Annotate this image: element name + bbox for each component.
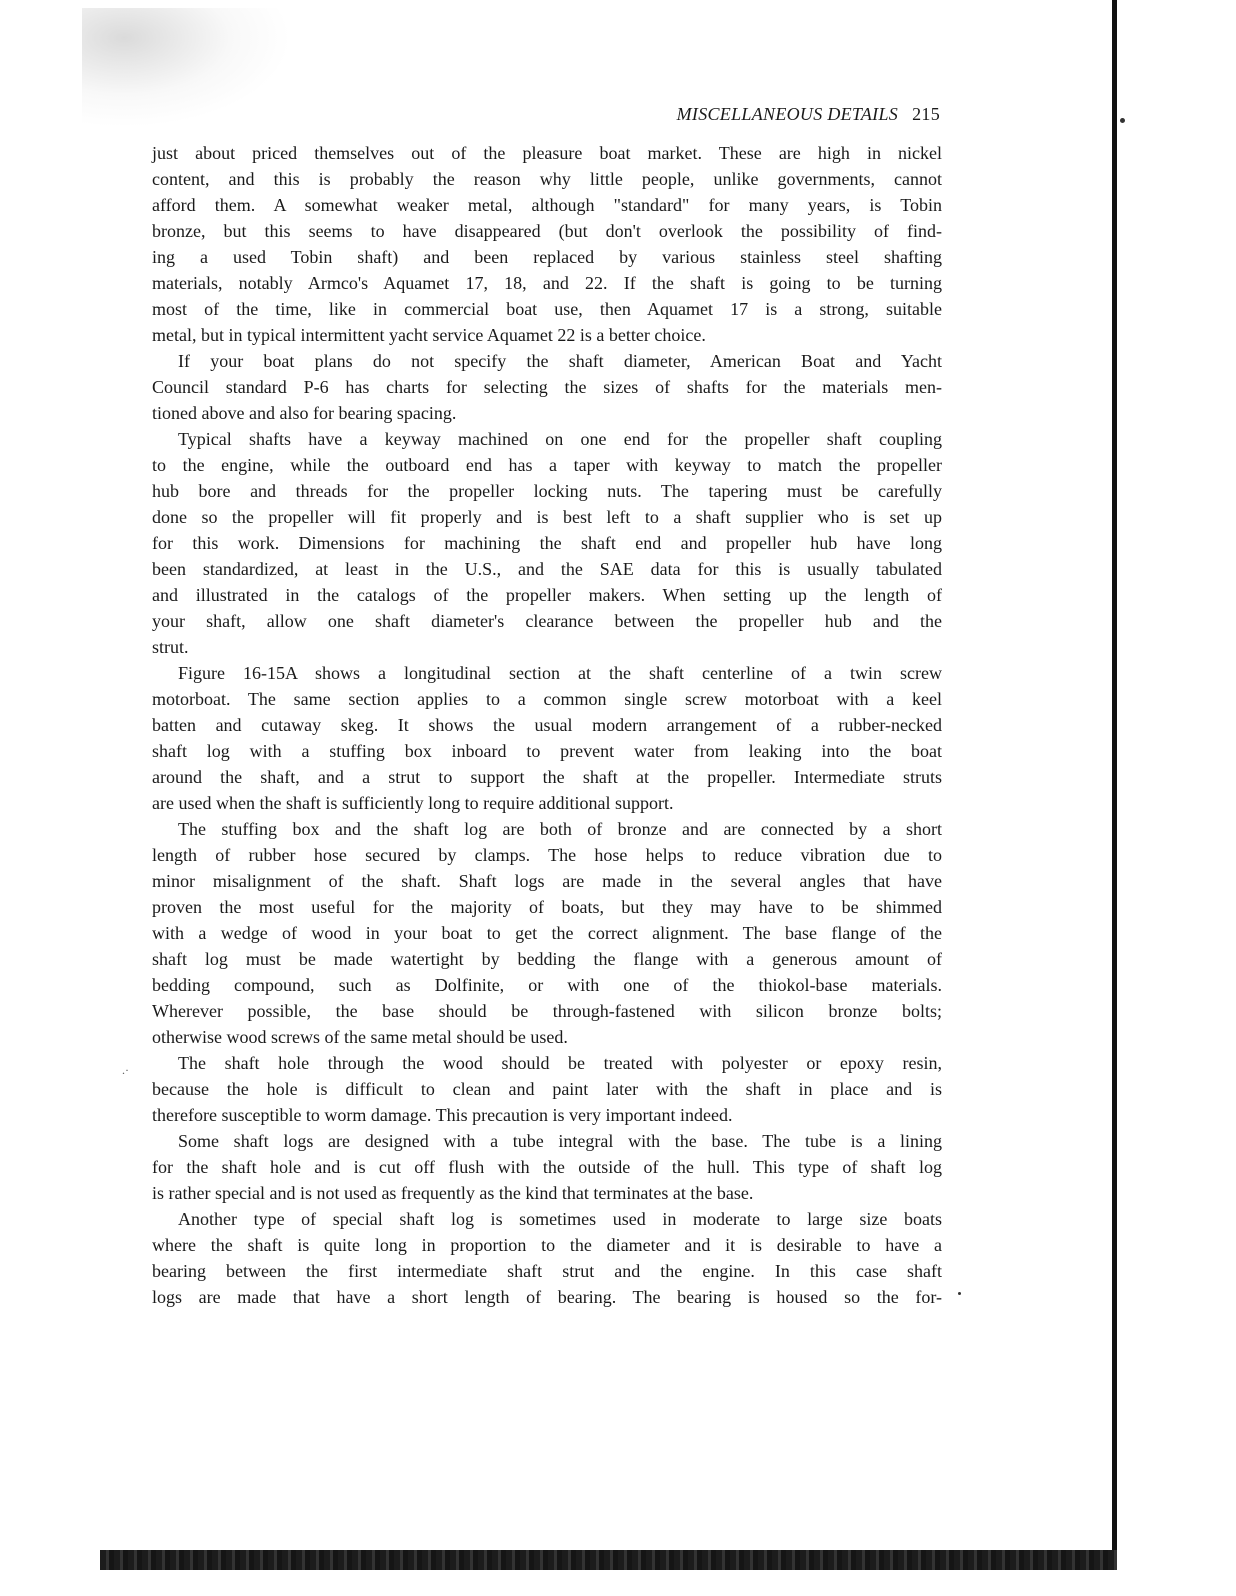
text-line: is rather special and is not used as frequently as the kind that terminates at the base. <box>152 1183 754 1203</box>
text-line: are used when the shaft is sufficiently long to require additional support. <box>152 793 674 813</box>
text-line: proven the most useful for the majority of boats, but they may have to be shimmed <box>152 897 942 917</box>
text-line: Typical shafts have a keyway machined on one end for the propeller shaft coupling <box>178 429 942 449</box>
paragraph <box>152 816 942 1050</box>
text-line: tioned above and also for bearing spacing. <box>152 403 457 423</box>
text-line: metal, but in typical intermittent yacht service Aquamet 22 is a better choice. <box>152 325 706 345</box>
text-line: length of rubber hose secured by clamps. The hose helps to reduce vibration due to <box>152 845 942 865</box>
running-title: MISCELLANEOUS DETAILS <box>676 104 899 124</box>
text-line: shaft log must be made watertight by bedding the flange with a generous amount of <box>152 949 942 969</box>
text-line: your shaft, allow one shaft diameter's clearance between the propeller hub and the <box>152 611 942 631</box>
text-line: logs are made that have a short length of bearing. The bearing is housed so the for- <box>152 1287 942 1307</box>
text-line: around the shaft, and a strut to support the shaft at the propeller. Intermediate struts <box>152 767 942 787</box>
text-line: Figure 16-15A shows a longitudinal section at the shaft centerline of a twin screw <box>178 663 942 683</box>
paragraph <box>152 1128 942 1206</box>
text-line: and illustrated in the catalogs of the propeller makers. When setting up the length of <box>152 585 942 605</box>
text-line: If your boat plans do not specify the shaft diameter, American Boat and Yacht <box>178 351 942 371</box>
text-line: where the shaft is quite long in proportion to the diameter and it is desirable to have a <box>152 1235 942 1255</box>
text-line: strut. <box>152 637 189 657</box>
text-line: Council standard P-6 has charts for selecting the sizes of shafts for the materials men- <box>152 377 942 397</box>
text-line: just about priced themselves out of the pleasure boat market. These are high in nickel <box>152 143 942 163</box>
text-line: Another type of special shaft log is sometimes used in moderate to large size boats <box>178 1209 942 1229</box>
paragraph <box>152 348 942 426</box>
bottom-scan-edge <box>100 1550 1117 1570</box>
right-binding-edge <box>1112 0 1117 1570</box>
text-line: The shaft hole through the wood should be treated with polyester or epoxy resin, <box>178 1053 942 1073</box>
text-line: content, and this is probably the reason why little people, unlike governments, cannot <box>152 169 942 189</box>
paragraph <box>152 660 942 816</box>
text-line: therefore susceptible to worm damage. This precaution is very important indeed. <box>152 1105 733 1125</box>
body-text <box>152 140 942 1310</box>
right-edge-mark <box>1120 118 1125 123</box>
text-line: been standardized, at least in the U.S., and the SAE data for this is usually tabulated <box>152 559 942 579</box>
text-line: bronze, but this seems to have disappeared (but don't overlook the possibility of find- <box>152 221 942 241</box>
text-line: to the engine, while the outboard end has a taper with keyway to match the propeller <box>152 455 942 475</box>
text-line: Wherever possible, the base should be through-fastened with silicon bronze bolts; <box>152 1001 942 1021</box>
text-line: shaft log with a stuffing box inboard to prevent water from leaking into the boat <box>152 741 942 761</box>
scan-smudge <box>82 8 292 128</box>
text-line: because the hole is difficult to clean and paint later with the shaft in place and is <box>152 1079 942 1099</box>
text-line: hub bore and threads for the propeller locking nuts. The tapering must be carefully <box>152 481 942 501</box>
page-number: 215 <box>912 104 940 124</box>
text-line: bedding compound, such as Dolfinite, or with one of the thiokol-base materials. <box>152 975 942 995</box>
text-line: for the shaft hole and is cut off flush with the outside of the hull. This type of shaft log <box>152 1157 942 1177</box>
text-line: batten and cutaway skeg. It shows the usual modern arrangement of a rubber-necked <box>152 715 942 735</box>
trailing-mark <box>958 1292 961 1295</box>
paragraph <box>152 426 942 660</box>
text-line: The stuffing box and the shaft log are both of bronze and are connected by a short <box>178 819 942 839</box>
paragraph <box>152 140 942 348</box>
text-line: Some shaft logs are designed with a tube integral with the base. The tube is a lining <box>178 1131 942 1151</box>
text-line: most of the time, like in commercial boat use, then Aquamet 17 is a strong, suitable <box>152 299 942 319</box>
text-line: afford them. A somewhat weaker metal, although "standard" for many years, is Tobin <box>152 195 942 215</box>
text-line: ing a used Tobin shaft) and been replaced by various stainless steel shafting <box>152 247 942 267</box>
text-line: materials, notably Armco's Aquamet 17, 18, and 22. If the shaft is going to be turning <box>152 273 942 293</box>
text-line: motorboat. The same section applies to a common single screw motorboat with a keel <box>152 689 942 709</box>
text-line: bearing between the first intermediate shaft strut and the engine. In this case shaft <box>152 1261 942 1281</box>
running-header <box>600 104 940 125</box>
text-line: minor misalignment of the shaft. Shaft logs are made in the several angles that have <box>152 871 942 891</box>
stray-mark: .· <box>122 1063 129 1077</box>
text-line: with a wedge of wood in your boat to get the correct alignment. The base flange of the <box>152 923 942 943</box>
paragraph <box>152 1050 942 1128</box>
text-line: done so the propeller will fit properly and is best left to a shaft supplier who is set up <box>152 507 942 527</box>
text-line: otherwise wood screws of the same metal should be used. <box>152 1027 568 1047</box>
text-line: for this work. Dimensions for machining the shaft end and propeller hub have long <box>152 533 942 553</box>
paragraph <box>152 1206 942 1310</box>
